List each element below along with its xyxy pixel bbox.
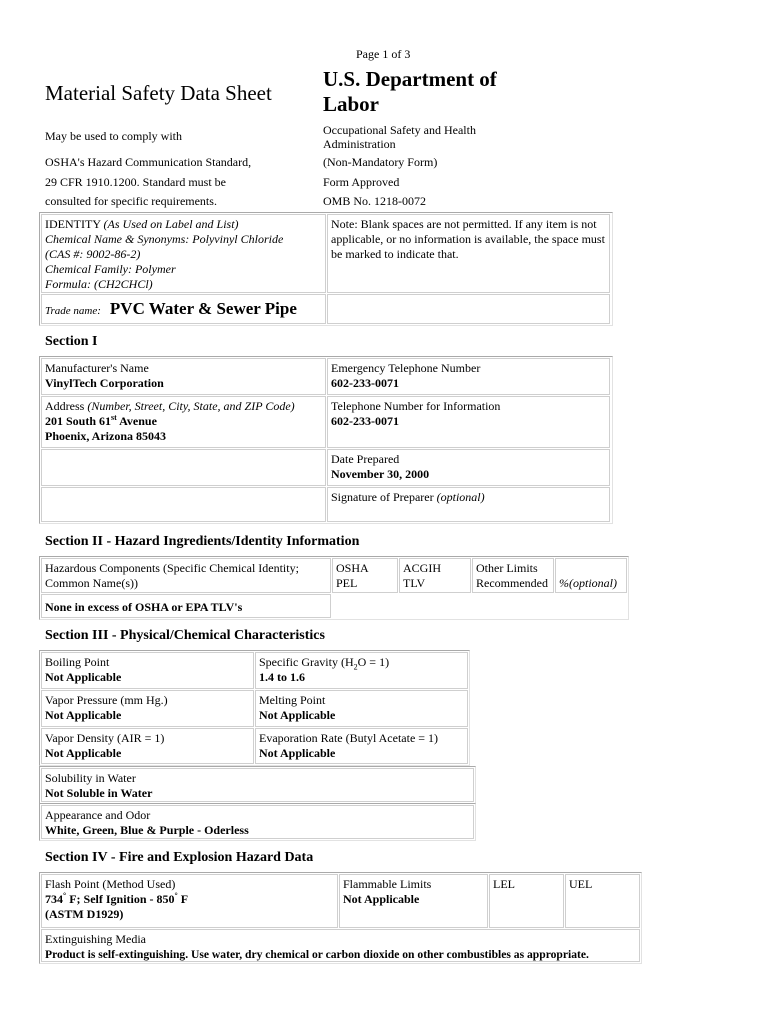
other-limits-header-cell [472,558,554,593]
agency-title [323,67,497,117]
address-street-number: 201 South 61 [45,414,112,428]
osha-pel-header-cell [332,558,398,593]
date-prepared-value: November 30, 2000 [331,467,430,481]
address-label-row [45,399,322,414]
solubility-value: Not Soluble in Water [45,786,153,800]
signature-label-note: (optional) [436,490,485,504]
extinguishing-media-value: Product is self-extinguishing. Use water, dry chemical or carbon dioxide on other combustibles as appropriate. [45,948,589,961]
address-label-note: (Number, Street, City, State, and ZIP Code) [87,399,295,413]
vapor-pressure-value: Not Applicable [45,708,122,722]
info-phone-value: 602-233-0071 [331,414,399,428]
flash-point-method: (ASTM D1929) [45,907,124,921]
appearance-label: Appearance and Odor [45,808,151,822]
vapor-density-cell [41,728,254,764]
address-street-name: Avenue [116,414,157,428]
note-cell [327,214,610,293]
flash-point-temp: 734 [45,892,63,906]
flash-point-degree-2: ° [174,891,178,900]
percent-header-cell [555,558,627,593]
info-phone-cell [327,396,610,448]
trade-name-cell [41,294,326,324]
address-ordinal-suffix: st [111,413,117,422]
section-2-title: Section II - Hazard Ingredients/Identity Information [45,534,360,549]
melting-point-value: Not Applicable [259,708,336,722]
boiling-point-label: Boiling Point [45,655,110,669]
components-header-line2: Common Name(s)) [45,576,138,590]
address-line-1 [45,414,322,429]
flash-point-unit: F [177,892,189,906]
date-prepared-label: Date Prepared [331,452,400,466]
evaporation-rate-cell [255,728,468,764]
identity-label-note: (As Used on Label and List) [103,217,239,231]
signature-label: Signature of Preparer [331,490,434,504]
agency-line-3: (Non-Mandatory Form) [323,155,438,169]
extinguishing-media-cell [41,929,640,962]
lel-cell [489,874,564,928]
lel-label: LEL [493,877,515,891]
document-title: Material Safety Data Sheet [45,81,272,105]
compliance-line-2: OSHA's Hazard Communication Standard, [45,155,252,169]
components-header-line1: Hazardous Components (Specific Chemical Identity; [45,561,299,575]
trade-name-label: Trade name: [45,305,101,317]
evaporation-rate-value: Not Applicable [259,746,336,760]
agency-line-4: Form Approved [323,175,400,189]
signature-label-row [331,490,606,505]
chemical-family: Chemical Family: Polymer [45,262,176,276]
section-4-title: Section IV - Fire and Explosion Hazard Data [45,850,314,865]
info-phone-label: Telephone Number for Information [331,399,501,413]
blank-space-note: Note: Blank spaces are not permitted. If any item is not applicable, or no information is available, the space must be marked to indicate that. [331,217,605,261]
cas-number: (CAS #: 9002-86-2) [45,247,141,261]
trade-name-value: PVC Water & Sewer Pipe [109,299,297,318]
flash-point-degree-1: ° [63,891,67,900]
agency-line-2: Administration [323,137,396,151]
other-limits-line1: Other Limits [476,561,538,575]
compliance-line-3: 29 CFR 1910.1200. Standard must be [45,175,227,189]
flammable-limits-label: Flammable Limits [343,877,432,891]
specific-gravity-value: 1.4 to 1.6 [259,670,305,684]
other-limits-line2: Recommended [476,576,548,590]
agency-line-5: OMB No. 1218-0072 [323,194,427,208]
emergency-phone-cell [327,358,610,395]
date-prepared-cell [327,449,610,486]
flash-point-label: Flash Point (Method Used) [45,877,176,891]
identity-cell [41,214,326,293]
specific-gravity-cell [255,652,468,689]
formula: Formula: (CH2CHCl) [45,277,153,291]
signature-cell [327,487,610,522]
vapor-pressure-cell [41,690,254,727]
evaporation-rate-label: Evaporation Rate (Butyl Acetate = 1) [259,731,439,745]
section-3-title: Section III - Physical/Chemical Characteristics [45,628,325,643]
acgih-tlv-line2: TLV [403,576,426,590]
specific-gravity-label-text: Specific Gravity (H [259,655,354,669]
specific-gravity-subscript: 2 [353,662,358,672]
extinguishing-media-label: Extinguishing Media [45,932,146,946]
agency-line-1: Occupational Safety and Health [323,123,476,137]
agency-title-line1: U.S. Department of [323,67,497,91]
manufacturer-cell [41,358,326,395]
solubility-label: Solubility in Water [45,771,136,785]
uel-label: UEL [569,877,593,891]
address-label: Address [45,399,85,413]
acgih-tlv-line1: ACGIH [403,561,441,575]
vapor-density-label: Vapor Density (AIR = 1) [45,731,165,745]
manufacturer-label: Manufacturer's Name [45,361,149,375]
components-value-cell: None in excess of OSHA or EPA TLV's [41,594,331,618]
manufacturer-value: VinylTech Corporation [45,376,164,390]
chemical-name: Chemical Name & Synonyms: Polyvinyl Chloride [45,232,284,246]
self-ignition-text: F; Self Ignition - 850 [66,892,175,906]
acgih-tlv-header-cell [399,558,471,593]
melting-point-label: Melting Point [259,693,326,707]
identity-label-row [45,217,322,232]
percent-header-label: %(optional) [559,576,617,590]
emergency-phone-value: 602-233-0071 [331,376,399,390]
solubility-cell [41,768,474,802]
specific-gravity-label-end: O = 1) [357,655,390,669]
boiling-point-cell [41,652,254,689]
identity-label: IDENTITY [45,217,101,231]
osha-pel-line1: OSHA [336,561,369,575]
flash-point-cell [41,874,338,928]
address-cell [41,396,326,448]
agency-title-line2: Labor [323,92,380,116]
flash-point-value [45,892,334,907]
trade-name-empty-cell [327,294,610,324]
flammable-limits-value: Not Applicable [343,892,420,906]
osha-pel-line2: PEL [336,576,358,590]
boiling-point-value: Not Applicable [45,670,122,684]
page-number: Page 1 of 3 [356,47,411,61]
flammable-limits-cell [339,874,488,928]
address-line-2: Phoenix, Arizona 85043 [45,429,167,443]
empty-cell-left-2 [41,487,326,522]
emergency-phone-label: Emergency Telephone Number [331,361,481,375]
vapor-density-value: Not Applicable [45,746,122,760]
compliance-line-4: consulted for specific requirements. [45,194,217,208]
melting-point-cell [255,690,468,727]
components-header-cell [41,558,331,593]
empty-cell-left-1 [41,449,326,486]
appearance-value: White, Green, Blue & Purple - Oderless [45,823,249,837]
specific-gravity-label [259,655,464,670]
appearance-cell [41,805,474,839]
compliance-line-1: May be used to comply with [45,129,182,143]
uel-cell [565,874,640,928]
section-1-title: Section I [45,334,98,349]
vapor-pressure-label: Vapor Pressure (mm Hg.) [45,693,168,707]
